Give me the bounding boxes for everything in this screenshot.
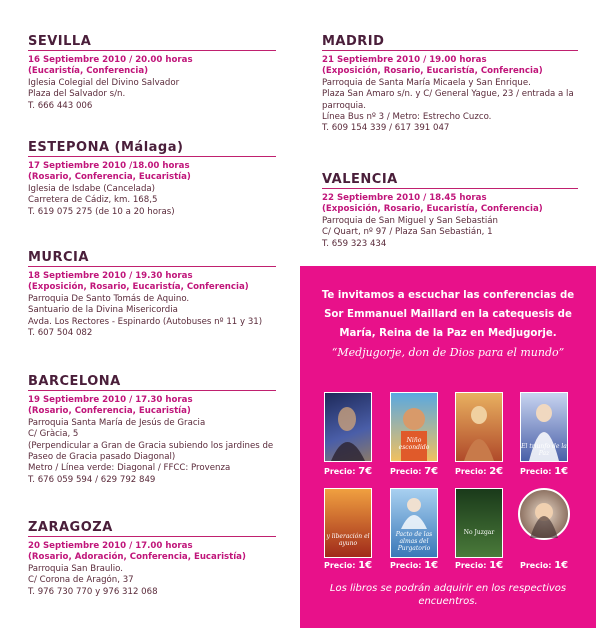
- book-cover: [390, 392, 438, 462]
- book-cover-round: [518, 488, 570, 540]
- event-address-line: Santuario de la Divina Misericordia: [28, 305, 178, 316]
- book-price: Precio: 1€: [520, 466, 569, 477]
- book-cover: [324, 488, 372, 558]
- event-phone: T. 609 154 339 / 617 391 047: [322, 123, 450, 134]
- book-price: Precio: 1€: [520, 560, 569, 571]
- event-address-line: Iglesia Colegial del Divino Salvador: [28, 77, 180, 88]
- book-price: Precio: 7€: [324, 466, 373, 477]
- nun-portrait-icon: [520, 490, 568, 538]
- promo-footnote: [300, 582, 596, 608]
- event-barcelona: [28, 374, 276, 486]
- promo-tagline: “Medjugorje, don de Dios para el mundo”: [331, 346, 565, 359]
- event-phone: T. 607 504 082: [28, 328, 93, 339]
- event-address-line: C/ Corona de Aragón, 37: [28, 575, 134, 586]
- madonna-figure-icon: [456, 393, 502, 461]
- event-city: BARCELONA: [28, 374, 276, 391]
- event-date: 22 Septiembre 2010 / 18.45 horas: [322, 193, 487, 203]
- event-program: (Exposición, Rosario, Eucaristía, Conferencia): [322, 66, 543, 77]
- event-murcia: [28, 250, 276, 339]
- event-address-line: Parroquia de Santa María Micaela y San Enrique.: [322, 77, 531, 88]
- event-address-line: Paseo de Gracia pasado Diagonal): [28, 452, 176, 463]
- angel-figure-icon: [391, 489, 437, 529]
- event-address-line: Avda. Los Rectores - Espinardo (Autobuses nº 11 y 31): [28, 316, 263, 327]
- book-title: Pacto de las almas del Purgatorio: [395, 531, 433, 552]
- event-program: (Exposición, Rosario, Eucaristía, Conferencia): [28, 282, 249, 293]
- book-price: Precio: 7€: [390, 466, 439, 477]
- book-cover: [520, 392, 568, 462]
- event-valencia: [322, 172, 578, 250]
- figure-silhouette-icon: [325, 393, 371, 461]
- event-city: MADRID: [322, 34, 578, 51]
- event-address-line: Iglesia de Isdabe (Cancelada): [28, 183, 156, 194]
- event-program: (Exposición, Rosario, Eucaristía, Conferencia): [322, 204, 543, 215]
- event-address-line: Plaza San Amaro s/n. y C/ General Yague, 23 / entrada a la: [322, 89, 574, 100]
- event-date: 18 Septiembre 2010 / 19.30 horas: [28, 271, 193, 281]
- event-phone: T. 976 730 770 y 976 312 068: [28, 586, 158, 597]
- event-address-line: Parroquia San Braulio.: [28, 563, 123, 574]
- event-address-line: Parroquia De Santo Tomás de Aquino.: [28, 293, 190, 304]
- event-city: MURCIA: [28, 250, 276, 267]
- book-title: y liberación el ayuno: [326, 533, 370, 547]
- event-program: (Rosario, Conferencia, Eucaristía): [28, 172, 191, 183]
- event-address-line: (Perpendicular a Gran de Gracia subiendo los jardines de: [28, 440, 274, 451]
- event-city: ESTEPONA (Málaga): [28, 140, 276, 157]
- event-address-line: Parroquia de San Miguel y San Sebastián: [322, 215, 498, 226]
- event-estepona: [28, 140, 276, 218]
- book-price: Precio: 1€: [455, 560, 504, 571]
- event-program: (Rosario, Conferencia, Eucaristía): [28, 406, 191, 417]
- event-address-line: Plaza del Salvador s/n.: [28, 89, 126, 100]
- book-title: Niño escondido: [398, 437, 430, 451]
- event-date: 20 Septiembre 2010 / 17.00 horas: [28, 541, 193, 551]
- event-phone: T. 619 075 275 (de 10 a 20 horas): [28, 206, 175, 217]
- event-zaragoza: [28, 520, 276, 598]
- book-price: Precio: 1€: [390, 560, 439, 571]
- book-title: No Juzgar: [463, 529, 495, 536]
- footnote-line: Los libros se podrán adquirir en los respectivos: [329, 583, 567, 594]
- event-city: SEVILLA: [28, 34, 276, 51]
- book-cover: [455, 488, 503, 558]
- event-program: (Eucaristía, Conferencia): [28, 66, 149, 77]
- event-madrid: [322, 34, 578, 135]
- event-date: 19 Septiembre 2010 / 17.30 horas: [28, 395, 193, 405]
- promo-intro: [300, 286, 596, 343]
- event-phone: T. 676 059 594 / 629 792 849: [28, 474, 156, 485]
- event-address-line: Carretera de Cádiz, km. 168,5: [28, 195, 158, 206]
- book-cover: [455, 392, 503, 462]
- book-cover: [390, 488, 438, 558]
- event-address-line: parroquia.: [322, 100, 366, 111]
- event-city: VALENCIA: [322, 172, 578, 189]
- promo-intro-line: Sor Emmanuel Maillard en la catequesis de: [324, 309, 572, 320]
- book-price: Precio: 2€: [455, 466, 504, 477]
- event-phone: T. 666 443 006: [28, 100, 93, 111]
- event-program: (Rosario, Adoración, Conferencia, Eucaristía): [28, 552, 246, 563]
- book-title: El triunfo de la Paz: [521, 443, 567, 457]
- event-address-line: Parroquia Santa María de Jesús de Gracia: [28, 417, 206, 428]
- footnote-line: encuentros.: [418, 596, 478, 607]
- book-cover: [324, 392, 372, 462]
- event-sevilla: [28, 34, 276, 112]
- event-address-line: C/ Quart, nº 97 / Plaza San Sebastián, 1: [322, 227, 493, 238]
- books-promo-panel: [300, 266, 596, 628]
- event-date: 21 Septiembre 2010 / 19.00 horas: [322, 55, 487, 65]
- event-phone: T. 659 323 434: [322, 238, 387, 249]
- event-address-line: C/ Gràcia, 5: [28, 429, 79, 440]
- promo-intro-line: Te invitamos a escuchar las conferencias de: [321, 290, 575, 301]
- event-city: ZARAGOZA: [28, 520, 276, 537]
- event-address-line: Metro / Línea verde: Diagonal / FFCC: Provenza: [28, 463, 231, 474]
- event-date: 16 Septiembre 2010 / 20.00 horas: [28, 55, 193, 65]
- book-price: Precio: 1€: [324, 560, 373, 571]
- event-address-line: Línea Bus nº 3 / Metro: Estrecho Cuzco.: [322, 112, 492, 123]
- event-date: 17 Septiembre 2010 /18.00 horas: [28, 161, 190, 171]
- promo-intro-line: María, Reina de la Paz en Medjugorje.: [339, 328, 557, 339]
